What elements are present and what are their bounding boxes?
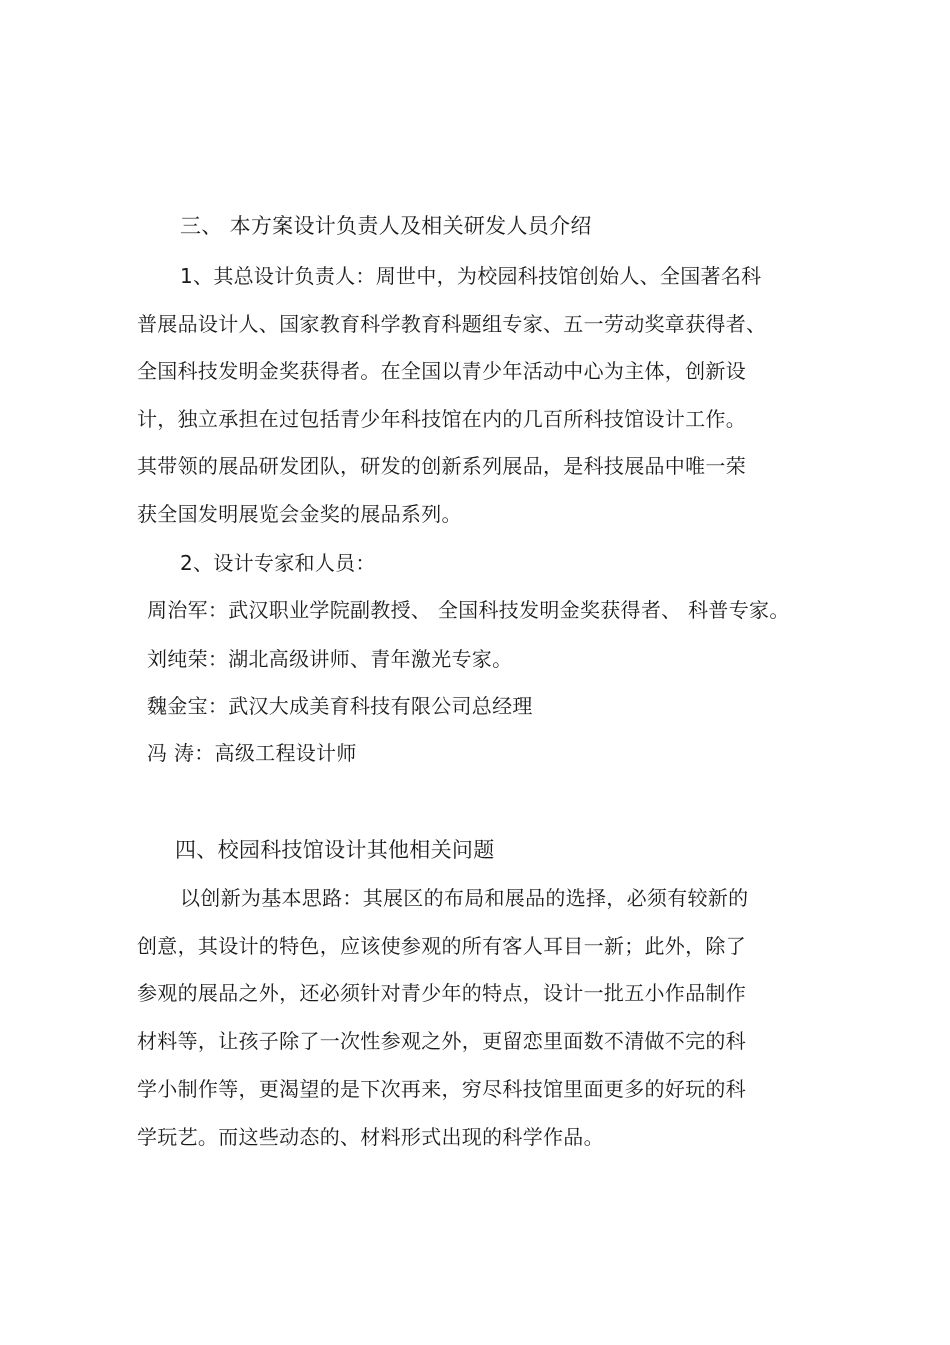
paragraph-line: 学玩艺。而这些动态的、材料形式出现的科学作品。 bbox=[137, 1125, 604, 1149]
paragraph-line: 普展品设计人、国家教育科学教育科题组专家、五一劳动奖章获得者、 bbox=[137, 312, 767, 336]
staff-entry: 冯 涛：高级工程设计师 bbox=[147, 741, 357, 765]
paragraph-line: 1、其总设计负责人：周世中，为校园科技馆创始人、全国著名科 bbox=[180, 264, 762, 288]
staff-entry: 周治军：武汉职业学院副教授、 全国科技发明金奖获得者、 科普专家。 bbox=[147, 598, 790, 622]
item-2-heading: 2、设计专家和人员： bbox=[180, 551, 376, 575]
paragraph-line: 创意，其设计的特色，应该使参观的所有客人耳目一新；此外，除了 bbox=[137, 934, 746, 958]
staff-entry: 魏金宝：武汉大成美育科技有限公司总经理 bbox=[147, 694, 533, 718]
paragraph-line: 参观的展品之外，还必须针对青少年的特点，设计一批五小作品制作 bbox=[137, 981, 746, 1005]
section-4-heading: 四、校园科技馆设计其他相关问题 bbox=[175, 838, 495, 862]
paragraph-line: 计，独立承担在过包括青少年科技馆在内的几百所科技馆设计工作。 bbox=[137, 407, 746, 431]
staff-entry: 刘纯荣：湖北高级讲师、青年激光专家。 bbox=[147, 647, 513, 671]
paragraph-line: 以创新为基本思路：其展区的布局和展品的选择，必须有较新的 bbox=[180, 886, 749, 910]
paragraph-line: 学小制作等，更渴望的是下次再来，穷尽科技馆里面更多的好玩的科 bbox=[137, 1077, 746, 1101]
paragraph-line: 其带领的展品研发团队，研发的创新系列展品，是科技展品中唯一荣 bbox=[137, 454, 746, 478]
paragraph-line: 获全国发明展览会金奖的展品系列。 bbox=[137, 502, 462, 526]
section-3-heading: 三、 本方案设计负责人及相关研发人员介绍 bbox=[180, 214, 592, 238]
paragraph-line: 材料等，让孩子除了一次性参观之外，更留恋里面数不清做不完的科 bbox=[137, 1029, 746, 1053]
paragraph-line: 全国科技发明金奖获得者。在全国以青少年活动中心为主体，创新设 bbox=[137, 359, 746, 383]
